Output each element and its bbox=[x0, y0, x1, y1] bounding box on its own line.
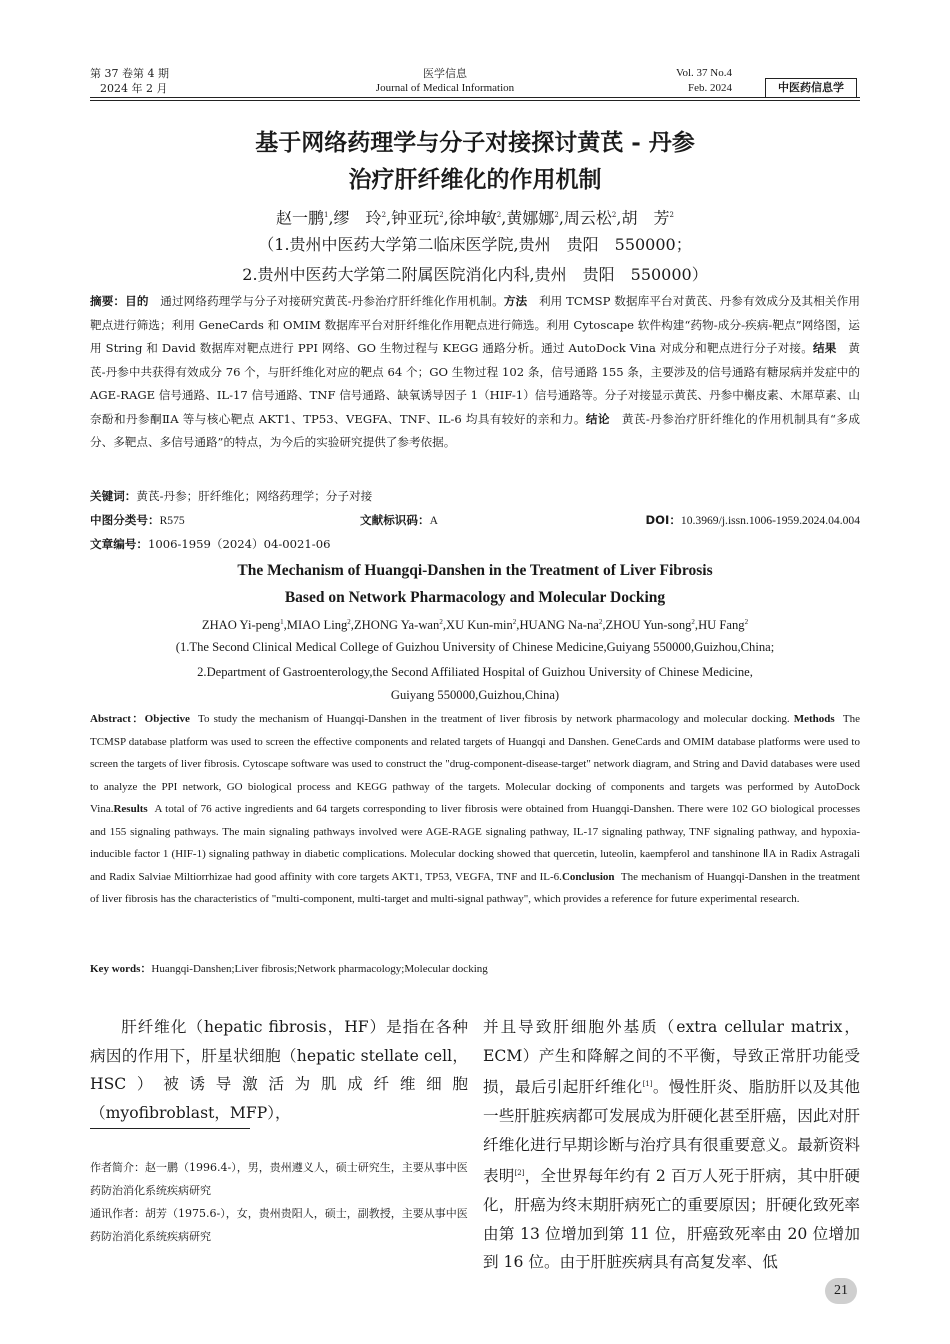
keywords-cn-text: 黄芪-丹参；肝纤维化；网络药理学；分子对接 bbox=[136, 489, 373, 503]
author-name: MIAO Ling bbox=[286, 618, 348, 633]
methods-en-label: Methods bbox=[793, 713, 835, 725]
conclusion-cn-label: 结论 bbox=[585, 411, 610, 426]
objective-en-label: Objective bbox=[144, 713, 190, 725]
keywords-cn-label: 关键词： bbox=[90, 489, 137, 503]
author-separator: , bbox=[350, 618, 354, 633]
author-name: HU Fang bbox=[698, 618, 745, 633]
author-affiliation-mark: 1 bbox=[280, 618, 284, 626]
title-cn-line1: 基于网络药理学与分子对接探讨黄芪 - 丹参 bbox=[255, 129, 695, 156]
header-volume bbox=[90, 66, 169, 96]
doi-label: DOI： bbox=[645, 513, 681, 527]
conclusion-cn: 黄芪-丹参治疗肝纤维化的作用机制具有“多成分、多靶点、多信号通路”的特点，为今后的实验研究提供了参考依据。 bbox=[90, 411, 860, 449]
header-rule bbox=[90, 97, 860, 98]
footnote-author: 作者简介：赵一鹏（1996.4-），男，贵州遵义人，硕士研究生，主要从事中医药防治消化系统疾病研究 bbox=[90, 1161, 468, 1197]
author-name: ZHOU Yun-song bbox=[605, 618, 692, 633]
abstract-en-label: Abstract： bbox=[90, 713, 145, 725]
author-name: 钟亚玩 bbox=[391, 208, 440, 228]
header-volume-en bbox=[620, 66, 732, 96]
citation-2: [2] bbox=[514, 1169, 525, 1178]
author-affiliation-mark: 2 bbox=[347, 618, 351, 626]
author-name: 周云松 bbox=[563, 208, 612, 228]
results-cn-label: 结果 bbox=[813, 341, 837, 355]
clc-label: 中图分类号： bbox=[90, 513, 160, 527]
author-separator: , bbox=[442, 618, 446, 633]
header-rule-thin bbox=[90, 100, 860, 101]
doc-code-label: 文献标识码： bbox=[360, 513, 430, 527]
header-journal bbox=[330, 66, 560, 96]
author-separator: , bbox=[558, 208, 564, 228]
article-no-value: 1006-1959（2024）04-0021-06 bbox=[147, 537, 331, 551]
article-no bbox=[90, 533, 330, 555]
affiliation-en-line2: 2.Department of Gastroenterology,the Second Affiliated Hospital of Guizhou University of Chinese Medicine, bbox=[197, 665, 753, 679]
author-separator: , bbox=[386, 208, 392, 228]
authors-cn bbox=[90, 200, 860, 233]
affiliation-cn-line2: 2.贵州中医药大学第二附属医院消化内科,贵州 贵阳 550000） bbox=[242, 265, 708, 284]
author-affiliation-mark: 2 bbox=[611, 211, 617, 219]
header-volume-cn: 第 37 卷第 4 期 bbox=[90, 67, 169, 80]
author-affiliation-mark: 2 bbox=[439, 211, 444, 219]
clc-value: R575 bbox=[159, 514, 185, 527]
author-name: 胡 芳 bbox=[621, 208, 670, 228]
section-badge: 中医药信息学 bbox=[765, 78, 857, 98]
author-affiliation-mark: 2 bbox=[496, 211, 502, 219]
author-separator: , bbox=[501, 208, 507, 228]
keywords-en bbox=[90, 958, 860, 980]
author-separator: , bbox=[616, 208, 622, 228]
article-no-label: 文章编号： bbox=[90, 537, 148, 551]
objective-cn: 通过网络药理学与分子对接研究黄芪-丹参治疗肝纤维化作用机制。 bbox=[160, 294, 504, 308]
methods-en: The TCMSP database platform was used to screen the effective components and related targets of Huangqi and Danshen. GeneCards and OMIM database platforms were used to screen the targets of liver fibrosis. Cytoscape software was used to construct the "drug-component-disease-target" network diagram, and String and David databases were used to analyze the PPI network, GO biological process and KEGG pathway of the targets. Molecular docking of components and targets was performed by AutoDock Vina. bbox=[90, 713, 861, 815]
doi bbox=[560, 509, 860, 532]
author-name: 缪 玲 bbox=[333, 208, 382, 228]
author-name: 黄娜娜 bbox=[506, 208, 555, 228]
author-affiliation-mark: 2 bbox=[554, 211, 559, 219]
author-name: HUANG Na-na bbox=[519, 618, 599, 633]
footnote-corresponding: 通讯作者：胡芳（1975.6-），女，贵州贵阳人，硕士，副教授，主要从事中医药防治消化系统疾病研究 bbox=[90, 1207, 468, 1243]
objective-en: To study the mechanism of Huangqi-Danshen in the treatment of liver fibrosis by network pharmacology and molecular docking. bbox=[198, 713, 790, 725]
author-affiliation-mark: 2 bbox=[691, 618, 695, 626]
results-en-label: Results bbox=[113, 803, 148, 815]
doc-code-value: A bbox=[429, 514, 438, 527]
conclusion-en-label: Conclusion bbox=[561, 870, 615, 883]
affiliation-en-line1: (1.The Second Clinical Medical College of Guizhou University of Chinese Medicine,Guiyang 550000,Guizhou,China; bbox=[175, 640, 775, 654]
abstract-cn bbox=[90, 290, 860, 455]
body-left-column: 肝纤维化（hepatic fibrosis，HF）是指在各种病因的作用下，肝星状细胞（hepatic stellate cell，HSC）被诱导激活为肌成纤维细胞（myofibroblast，MFP）， bbox=[90, 1018, 468, 1122]
author-name: ZHONG Ya-wan bbox=[353, 618, 440, 633]
body-right-column bbox=[483, 1013, 860, 1277]
author-separator: , bbox=[602, 618, 606, 633]
author-separator: , bbox=[328, 208, 334, 228]
author-name: ZHAO Yi-peng bbox=[201, 618, 281, 633]
body-right-text-b: 。慢性肝炎、脂肪肝以及其他一些肝脏疾病都可发展成为肝硬化甚至肝癌，因此对肝纤维化进行早期诊断与治疗具有很重要意义。最新资料表明 bbox=[483, 1078, 860, 1186]
header-date-cn: 2024 年 2 月 bbox=[100, 82, 168, 95]
author-name: XU Kun-min bbox=[445, 618, 513, 633]
body-right-text-a: 并且导致肝细胞外基质（extra cellular matrix，ECM）产生和降解之间的不平衡，导致正常肝功能受损，最后引起肝纤维化 bbox=[483, 1018, 860, 1097]
affiliation-cn-line1: （1.贵州中医药大学第二临床医学院,贵州 贵阳 550000； bbox=[258, 235, 692, 254]
abstract-cn-label: 摘要： bbox=[90, 294, 126, 308]
title-en-line1: The Mechanism of Huangqi-Danshen in the Treatment of Liver Fibrosis bbox=[237, 562, 713, 579]
header-journal-en: Journal of Medical Information bbox=[375, 82, 515, 94]
doc-code bbox=[360, 509, 438, 532]
page-number: 21 bbox=[825, 1278, 857, 1304]
citation-1: [1] bbox=[642, 1080, 653, 1089]
conclusion-en: The mechanism of Huangqi-Danshen in the treatment of liver fibrosis has the characteristics of "multi-component, multi-target and multi-signal pathway", which provides a reference for future experimental research. bbox=[90, 870, 860, 905]
abstract-en bbox=[90, 708, 860, 911]
methods-cn-label: 方法 bbox=[503, 294, 528, 308]
methods-cn: 利用 TCMSP 数据库平台对黄芪、丹参有效成分及其相关作用靶点进行筛选；利用 GeneCards 和 OMIM 数据库平台对肝纤维化作用靶点进行筛选。利用 Cytoscape 软件构建“药物-成分-疾病-靶点”网络图，运用 String 和 David 数据库对靶点进行 PPI 网络、GO 生物过程与 KEGG 通路分析。通过 AutoDock Vina 对成分和靶点进行分子对接。 bbox=[90, 294, 860, 355]
author-separator: , bbox=[516, 618, 520, 633]
keywords-cn bbox=[90, 485, 860, 507]
author-affiliation-mark: 2 bbox=[598, 618, 603, 626]
body-right-text-c: ，全世界每年约有 2 百万人死于肝病，其中肝硬化，肝癌为终末期肝病死亡的重要原因；肝硬化致死率由第 13 位增加到第 11 位，肝癌致死率由 20 位增加到 16 位。由于肝脏疾病具有高复发率、低 bbox=[483, 1167, 860, 1272]
author-separator: , bbox=[694, 618, 699, 633]
author-affiliation-mark: 2 bbox=[744, 618, 749, 626]
author-separator: , bbox=[443, 208, 449, 228]
author-affiliation-mark: 2 bbox=[381, 211, 387, 219]
results-cn: 黄芪-丹参中共获得有效成分 76 个，与肝纤维化对应的靶点 64 个；GO 生物过程 102 条，信号通路 155 条，主要涉及的信号通路有糖尿病并发症中的 AGE-RAGE 信号通路、IL-17 信号通路、TNF 信号通路、缺氧诱导因子 1（HIF-1）信号通路等。分子对接显示黄芪、丹参中槲皮素、木犀草素、山奈酚和丹参酮ⅡA 等与核心靶点 AKT1、TP53、VEGFA、TNF、IL-6 均具有较好的亲和力。 bbox=[90, 341, 860, 426]
header-vol-en: Vol. 37 No.4 bbox=[675, 67, 732, 79]
doi-value: 10.3969/j.issn.1006-1959.2024.04.004 bbox=[680, 514, 860, 527]
keywords-en-text: Huangqi-Danshen;Liver fibrosis;Network pharmacology;Molecular docking bbox=[151, 963, 488, 975]
header-journal-cn: 医学信息 bbox=[423, 67, 467, 80]
results-en: A total of 76 active ingredients and 64 targets corresponding to liver fibrosis were obtained from Huangqi-Danshen. There were 102 GO biological processes and 155 signaling pathways. The main signaling pathways involved were AGE-RAGE signaling pathway, IL-17 signaling pathway, TNF signaling pathway, and hypoxia-inducible factor 1 (HIF-1) signaling pathway in diabetic complications. Molecular docking showed that quercetin, luteolin, kaempferol and tanshinone ⅡA in Radix Astragali and Radix Salviae Miltiorrhizae had good affinity with core targets AKT1, TP53, VEGFA, TNF and IL-6. bbox=[90, 803, 860, 883]
title-cn-line2: 治疗肝纤维化的作用机制 bbox=[348, 166, 602, 193]
author-affiliation-mark: 2 bbox=[512, 618, 517, 626]
author-separator: , bbox=[283, 618, 287, 633]
author-name: 赵一鹏 bbox=[276, 208, 325, 228]
keywords-en-label: Key words： bbox=[90, 963, 152, 975]
footnote-rule bbox=[90, 1128, 250, 1129]
author-affiliation-mark: 1 bbox=[324, 211, 329, 219]
title-en-line2: Based on Network Pharmacology and Molecular Docking bbox=[284, 589, 666, 606]
header-date-en: Feb. 2024 bbox=[688, 82, 732, 94]
objective-cn-label: 目的 bbox=[125, 294, 149, 308]
author-affiliation-mark: 2 bbox=[439, 618, 443, 626]
author-affiliation-mark: 2 bbox=[669, 211, 674, 219]
author-name: 徐坤敏 bbox=[448, 208, 497, 228]
authors-en bbox=[90, 610, 860, 638]
affiliation-en-line3: Guiyang 550000,Guizhou,China) bbox=[390, 688, 560, 702]
clc bbox=[90, 509, 185, 532]
